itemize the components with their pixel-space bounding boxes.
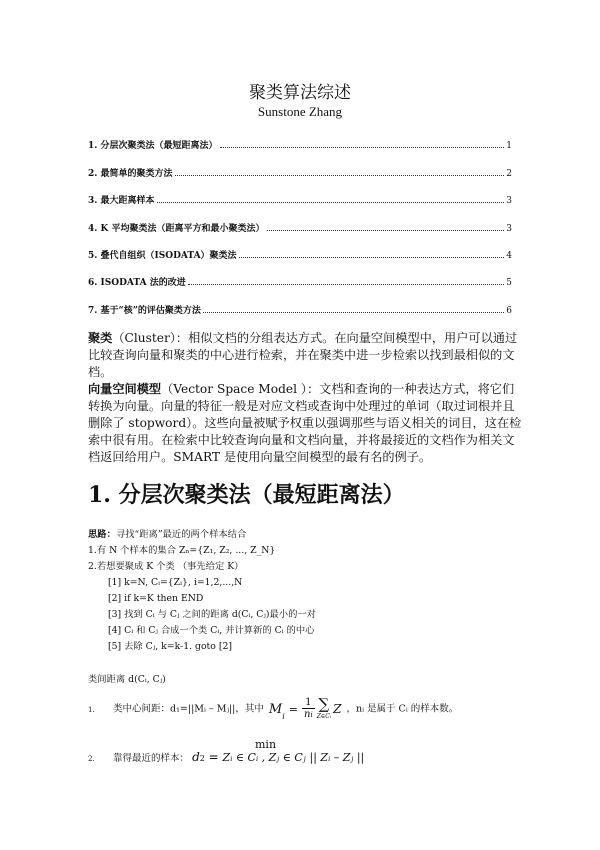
- toc-entry[interactable]: [88, 234, 512, 261]
- toc-entry-page: 4: [506, 250, 512, 261]
- class-distance-label: 类间距离 d(Cᵢ, Cⱼ): [88, 674, 166, 685]
- toc-leader-dots: [267, 230, 505, 231]
- algorithm-step: [3] 找到 Cᵢ 与 Cⱼ 之间的距离 d(Cᵢ, Cⱼ)最小的一对: [108, 609, 316, 620]
- toc-entry-page: 3: [506, 196, 512, 207]
- toc-entry-page: 2: [506, 168, 512, 179]
- sample-set-line: 1.有 N 个样本的集合 Zₙ={Z₁, Z₂, ..., Z_N}: [88, 545, 276, 556]
- toc-leader-dots: [203, 312, 504, 313]
- item-number: 1.: [88, 705, 95, 714]
- toc-entry-page: 3: [506, 223, 512, 234]
- section-body: [88, 527, 528, 655]
- toc-leader-dots: [220, 147, 505, 148]
- toc-leader-dots: [188, 284, 505, 285]
- distance-item-1: [88, 697, 458, 721]
- cluster-goal-line: 2.若想要聚成 K 个类 （事先给定 K）: [88, 561, 244, 572]
- nearest-sample-formula: d2 = Zᵢ ∈ Cᵢ , Zⱼ ∈ Cⱼ || Zᵢ – Zⱼ ||: [192, 750, 365, 764]
- distance-item-2: [88, 750, 364, 764]
- min-operator: min: [255, 738, 277, 751]
- nearest-sample-text: 靠得最近的样本：: [113, 753, 190, 764]
- idea-label: 思路：: [88, 529, 116, 540]
- toc-leader-dots: [157, 202, 505, 203]
- intro-paragraph-cluster: [88, 330, 524, 381]
- idea-text: 寻找“距离”最近的两个样本结合: [115, 529, 247, 540]
- toc-entry-page: 1: [506, 141, 512, 152]
- section-heading: 1. 分层次聚类法（最短距离法）: [88, 482, 405, 508]
- algorithm-step: [5] 去除 Cⱼ, k=k-1. goto [2]: [108, 641, 233, 652]
- toc-entry[interactable]: [88, 206, 512, 233]
- toc-entry[interactable]: [88, 288, 512, 315]
- term-vector-space-model: 向量空间模型: [88, 382, 162, 396]
- toc-entry-label: 2. 最简单的聚类方法: [88, 168, 173, 179]
- definition-vector-space-model: （Vector Space Model ）：文档和查询的一种表达方式，将它们转换为向量。向量的特征一般是对应文档或查询中处理过的单词（取过词根并且删除了 stopword）。这些向量被赋予权重以强调那些与语义相关的词目，这在检索中很有用。在检索中比较查询向量和文档向量，并将最接近的文档作为相关文档返回给用户。SMART 是使用向量空间模型的最有名的例子。: [88, 382, 522, 464]
- algorithm-step: [2] if k=K then END: [108, 593, 204, 604]
- toc-leader-dots: [239, 257, 505, 258]
- center-distance-tail: ，nᵢ 是属于 Cᵢ 的样本数。: [346, 703, 459, 715]
- toc-entry[interactable]: [88, 151, 512, 178]
- toc-entry-label: 6. ISODATA 法的改进: [88, 278, 186, 289]
- toc-entry[interactable]: [88, 179, 512, 206]
- toc-entry-page: 5: [506, 278, 512, 289]
- algorithm-step: [4] Cᵢ 和 Cⱼ 合成一个类 Cᵢ, 并计算新的 Cᵢ 的中心: [108, 625, 315, 636]
- idea-line: [88, 527, 528, 543]
- center-distance-text: 类中心间距：d₁=||Mᵢ – Mⱼ||，其中: [113, 703, 264, 715]
- intro-paragraph-vsm: [88, 381, 524, 466]
- toc-entry-label: 7. 基于“核”的评估聚类方法: [88, 305, 201, 316]
- toc-entry[interactable]: [88, 261, 512, 288]
- mean-formula: M i = $\frac{1}{ni}$ ∑ Z∈Cᵢ Z: [268, 695, 342, 721]
- toc-entry-page: 6: [506, 305, 512, 316]
- item-number: 2.: [88, 755, 95, 763]
- table-of-contents: [88, 124, 512, 316]
- document-author: Sunstone Zhang: [257, 104, 343, 119]
- toc-entry-label: 4. K 平均聚类法（距离平方和最小聚类法）: [88, 223, 265, 234]
- toc-entry-label: 1. 分层次聚类法（最短距离法）: [88, 141, 218, 152]
- toc-leader-dots: [175, 175, 505, 176]
- algorithm-step: [1] k=N, Cᵢ={Zᵢ}, i=1,2,...,N: [108, 577, 243, 588]
- term-cluster: 聚类: [88, 331, 113, 345]
- toc-entry-label: 3. 最大距离样本: [88, 196, 155, 207]
- definition-cluster: （Cluster）：相似文档的分组表达方式。在向量空间模型中，用户可以通过比较查询向量和聚类的中心进行检索，并在聚类中进一步检索以找到最相似的文档。: [88, 331, 518, 379]
- toc-entry[interactable]: [88, 124, 512, 151]
- document-title: 聚类算法综述: [249, 83, 351, 103]
- toc-entry-label: 5. 叠代自组织（ISODATA）聚类法: [88, 250, 237, 261]
